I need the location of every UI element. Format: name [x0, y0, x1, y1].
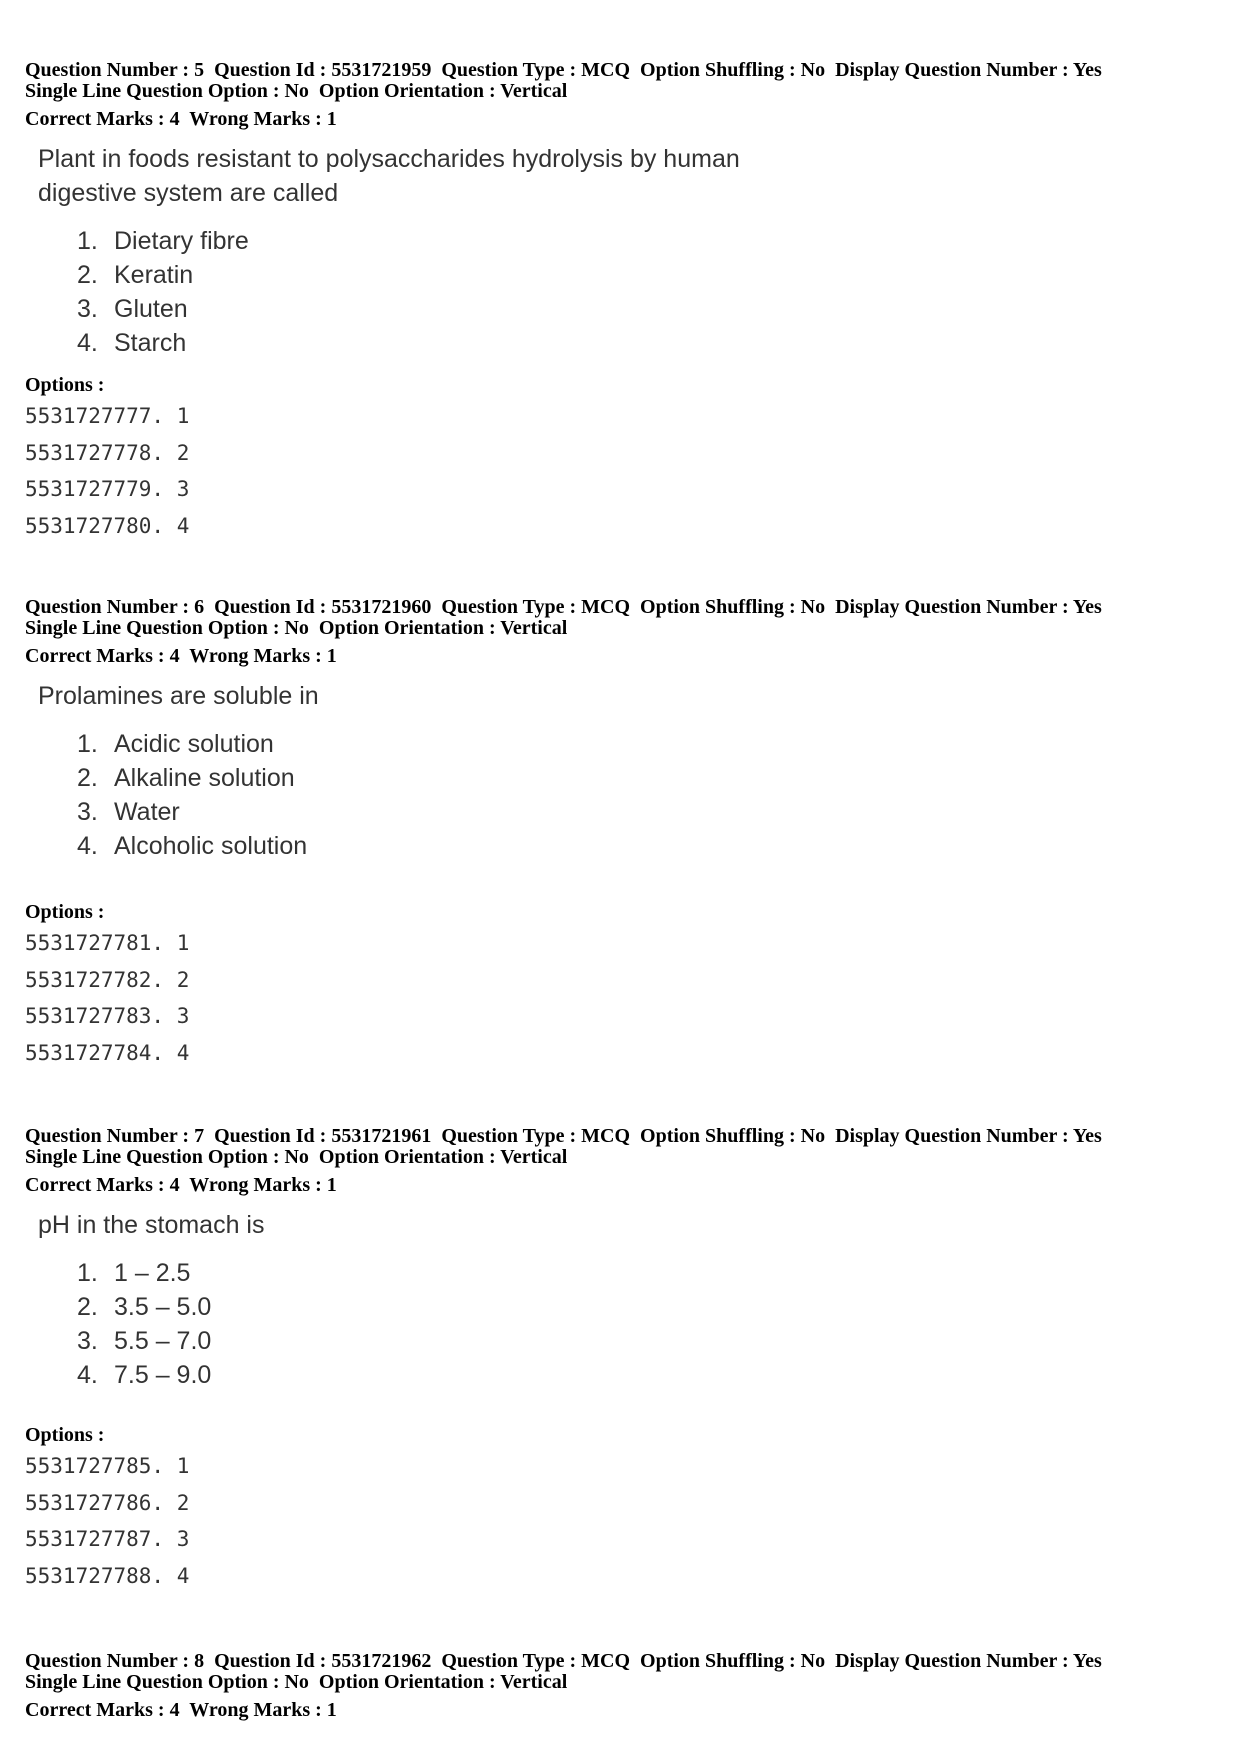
choice-item — [77, 761, 1215, 795]
question-text-line: Prolamines are soluble in — [38, 682, 319, 710]
choice-number: 2. — [77, 1293, 98, 1321]
option-id-item: 5531727778. 2 — [25, 440, 190, 465]
choice-text: 3.5 – 5.0 — [114, 1293, 212, 1321]
choice-item — [77, 829, 1215, 863]
question-meta-line1: Question Number : 6 Question Id : 5531721960 Question Type : MCQ Option Shuffling : No Display Question Number : Yes — [25, 596, 1102, 618]
question-meta-line2: Single Line Question Option : No Option Orientation : Vertical — [25, 1671, 568, 1693]
choice-number: 4. — [77, 832, 98, 860]
choice-number: 4. — [77, 329, 98, 357]
choice-text: 7.5 – 9.0 — [114, 1361, 212, 1389]
option-id-item: 5531727780. 4 — [25, 513, 190, 538]
option-id-item: 5531727787. 3 — [25, 1527, 190, 1551]
question-meta-line2: Single Line Question Option : No Option Orientation : Vertical — [25, 80, 568, 102]
option-id-list — [25, 398, 1215, 544]
choice-text: Water — [114, 798, 180, 826]
choice-list — [77, 727, 1215, 863]
question-text — [38, 679, 1215, 713]
question-text-line: pH in the stomach is — [38, 1211, 265, 1239]
question-meta-line2: Single Line Question Option : No Option Orientation : Vertical — [25, 1146, 568, 1168]
choice-item — [77, 224, 1215, 258]
question-text-line: digestive system are called — [38, 179, 339, 207]
choice-number: 1. — [77, 730, 98, 758]
choice-number: 2. — [77, 764, 98, 792]
options-label: Options : — [25, 1424, 105, 1446]
question-meta-line2: Single Line Question Option : No Option Orientation : Vertical — [25, 617, 568, 639]
option-id-list — [25, 925, 1215, 1071]
question-block-8 — [25, 1651, 1215, 1721]
choice-text: Starch — [114, 329, 187, 357]
option-id-item: 5531727788. 4 — [25, 1563, 190, 1588]
choice-text: Alkaline solution — [114, 764, 295, 792]
choice-item — [77, 727, 1215, 761]
option-id-item: 5531727777. 1 — [25, 404, 190, 428]
question-text-line: Plant in foods resistant to polysaccharides hydrolysis by human — [38, 145, 740, 173]
option-id-item: 5531727786. 2 — [25, 1490, 190, 1515]
choice-item — [77, 258, 1215, 292]
choice-text: Alcoholic solution — [114, 832, 308, 860]
options-label: Options : — [25, 374, 105, 396]
question-marks: Correct Marks : 4 Wrong Marks : 1 — [25, 1174, 337, 1196]
option-id-item: 5531727784. 4 — [25, 1040, 190, 1065]
question-block-5 — [25, 60, 1215, 544]
choice-item — [77, 795, 1215, 829]
choice-number: 3. — [77, 798, 98, 826]
choice-item — [77, 1324, 1215, 1358]
choice-number: 4. — [77, 1361, 98, 1389]
option-id-item: 5531727783. 3 — [25, 1004, 190, 1028]
choice-number: 3. — [77, 295, 98, 323]
option-id-item: 5531727782. 2 — [25, 967, 190, 992]
question-marks: Correct Marks : 4 Wrong Marks : 1 — [25, 645, 337, 667]
question-marks: Correct Marks : 4 Wrong Marks : 1 — [25, 108, 337, 130]
options-label: Options : — [25, 901, 105, 923]
question-text — [38, 142, 1215, 210]
choice-item — [77, 1256, 1215, 1290]
choice-text: Gluten — [114, 295, 188, 323]
option-id-item: 5531727781. 1 — [25, 931, 190, 955]
question-block-6 — [25, 597, 1215, 1071]
choice-text: Dietary fibre — [114, 227, 249, 255]
choice-list — [77, 224, 1215, 360]
choice-item — [77, 1290, 1215, 1324]
question-meta-line1: Question Number : 8 Question Id : 5531721962 Question Type : MCQ Option Shuffling : No Display Question Number : Yes — [25, 1650, 1102, 1672]
option-id-item: 5531727785. 1 — [25, 1454, 190, 1478]
question-meta-line1: Question Number : 5 Question Id : 5531721959 Question Type : MCQ Option Shuffling : No Display Question Number : Yes — [25, 59, 1102, 81]
choice-item — [77, 1358, 1215, 1392]
choice-text: 5.5 – 7.0 — [114, 1327, 212, 1355]
option-id-item: 5531727779. 3 — [25, 477, 190, 501]
choice-list — [77, 1256, 1215, 1392]
choice-text: 1 – 2.5 — [114, 1259, 191, 1287]
choice-item — [77, 292, 1215, 326]
choice-text: Acidic solution — [114, 730, 274, 758]
choice-number: 3. — [77, 1327, 98, 1355]
question-marks: Correct Marks : 4 Wrong Marks : 1 — [25, 1699, 337, 1721]
choice-number: 1. — [77, 227, 98, 255]
option-id-list — [25, 1448, 1215, 1594]
choice-number: 1. — [77, 1259, 98, 1287]
choice-item — [77, 326, 1215, 360]
choice-number: 2. — [77, 261, 98, 289]
choice-text: Keratin — [114, 261, 194, 289]
question-text — [38, 1208, 1215, 1242]
question-block-7 — [25, 1126, 1215, 1594]
question-meta-line1: Question Number : 7 Question Id : 5531721961 Question Type : MCQ Option Shuffling : No Display Question Number : Yes — [25, 1125, 1102, 1147]
